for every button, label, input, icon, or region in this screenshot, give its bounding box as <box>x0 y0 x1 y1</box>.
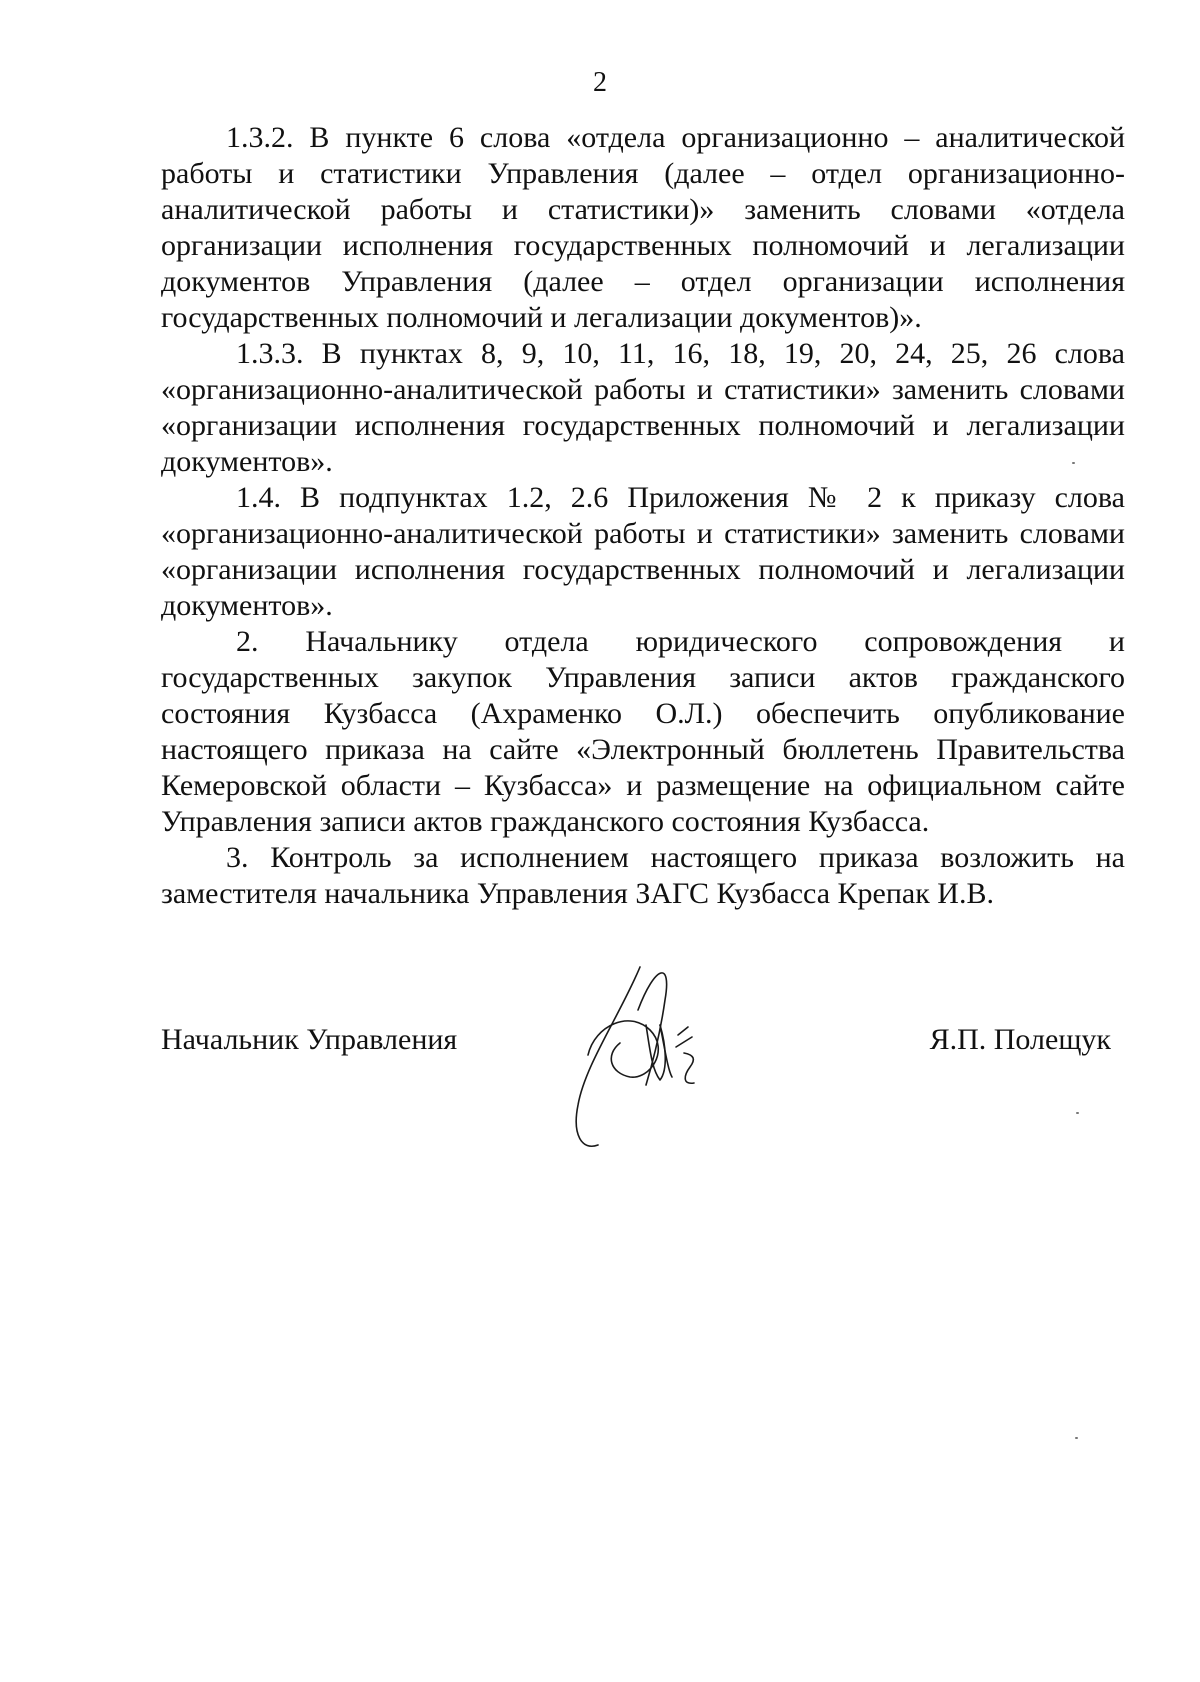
scan-speck <box>1076 1112 1079 1114</box>
signer-name: Я.П. Полещук <box>929 1023 1111 1056</box>
paragraph-3: 3. Контроль за исполнением настоящего приказа возложить на заместителя начальника Управления ЗАГС Кузбасса Крепак И.В. <box>161 841 1125 910</box>
handwritten-signature <box>560 955 750 1155</box>
paragraph-1-3-3: 1.3.3. В пунктах 8, 9, 10, 11, 16, 18, 19, 20, 24, 25, 26 слова «организационно-аналитической работы и статистики» заменить словами «организации исполнения государственных полномочий и легализации документов». <box>161 337 1125 478</box>
page-number: 2 <box>593 67 607 98</box>
scan-speck <box>1075 1437 1078 1439</box>
document-body <box>161 120 1125 912</box>
scan-speck <box>1072 462 1075 464</box>
paragraph-1-4: 1.4. В подпунктах 1.2, 2.6 Приложения № 2 к приказу слова «организационно-аналитической работы и статистики» заменить словами «организации исполнения государственных полномочий и легализации документов». <box>161 481 1125 622</box>
paragraph-1-3-2: 1.3.2. В пункте 6 слова «отдела организационно – аналитической работы и статистики Управления (далее – отдел организационно-аналитической работы и статистики)» заменить словами «отдела организации исполнения государственных полномочий и легализации документов Управления (далее – отдел организации исполнения государственных полномочий и легализации документов)». <box>161 121 1125 334</box>
signer-position: Начальник Управления <box>161 1023 458 1056</box>
paragraph-2: 2. Начальнику отдела юридического сопровождения и государственных закупок Управления записи актов гражданского состояния Кузбасса (Ахраменко О.Л.) обеспечить опубликование настоящего приказа на сайте «Электронный бюллетень Правительства Кемеровской области – Кузбасса» и размещение на официальном сайте Управления записи актов гражданского состояния Кузбасса. <box>161 625 1125 838</box>
